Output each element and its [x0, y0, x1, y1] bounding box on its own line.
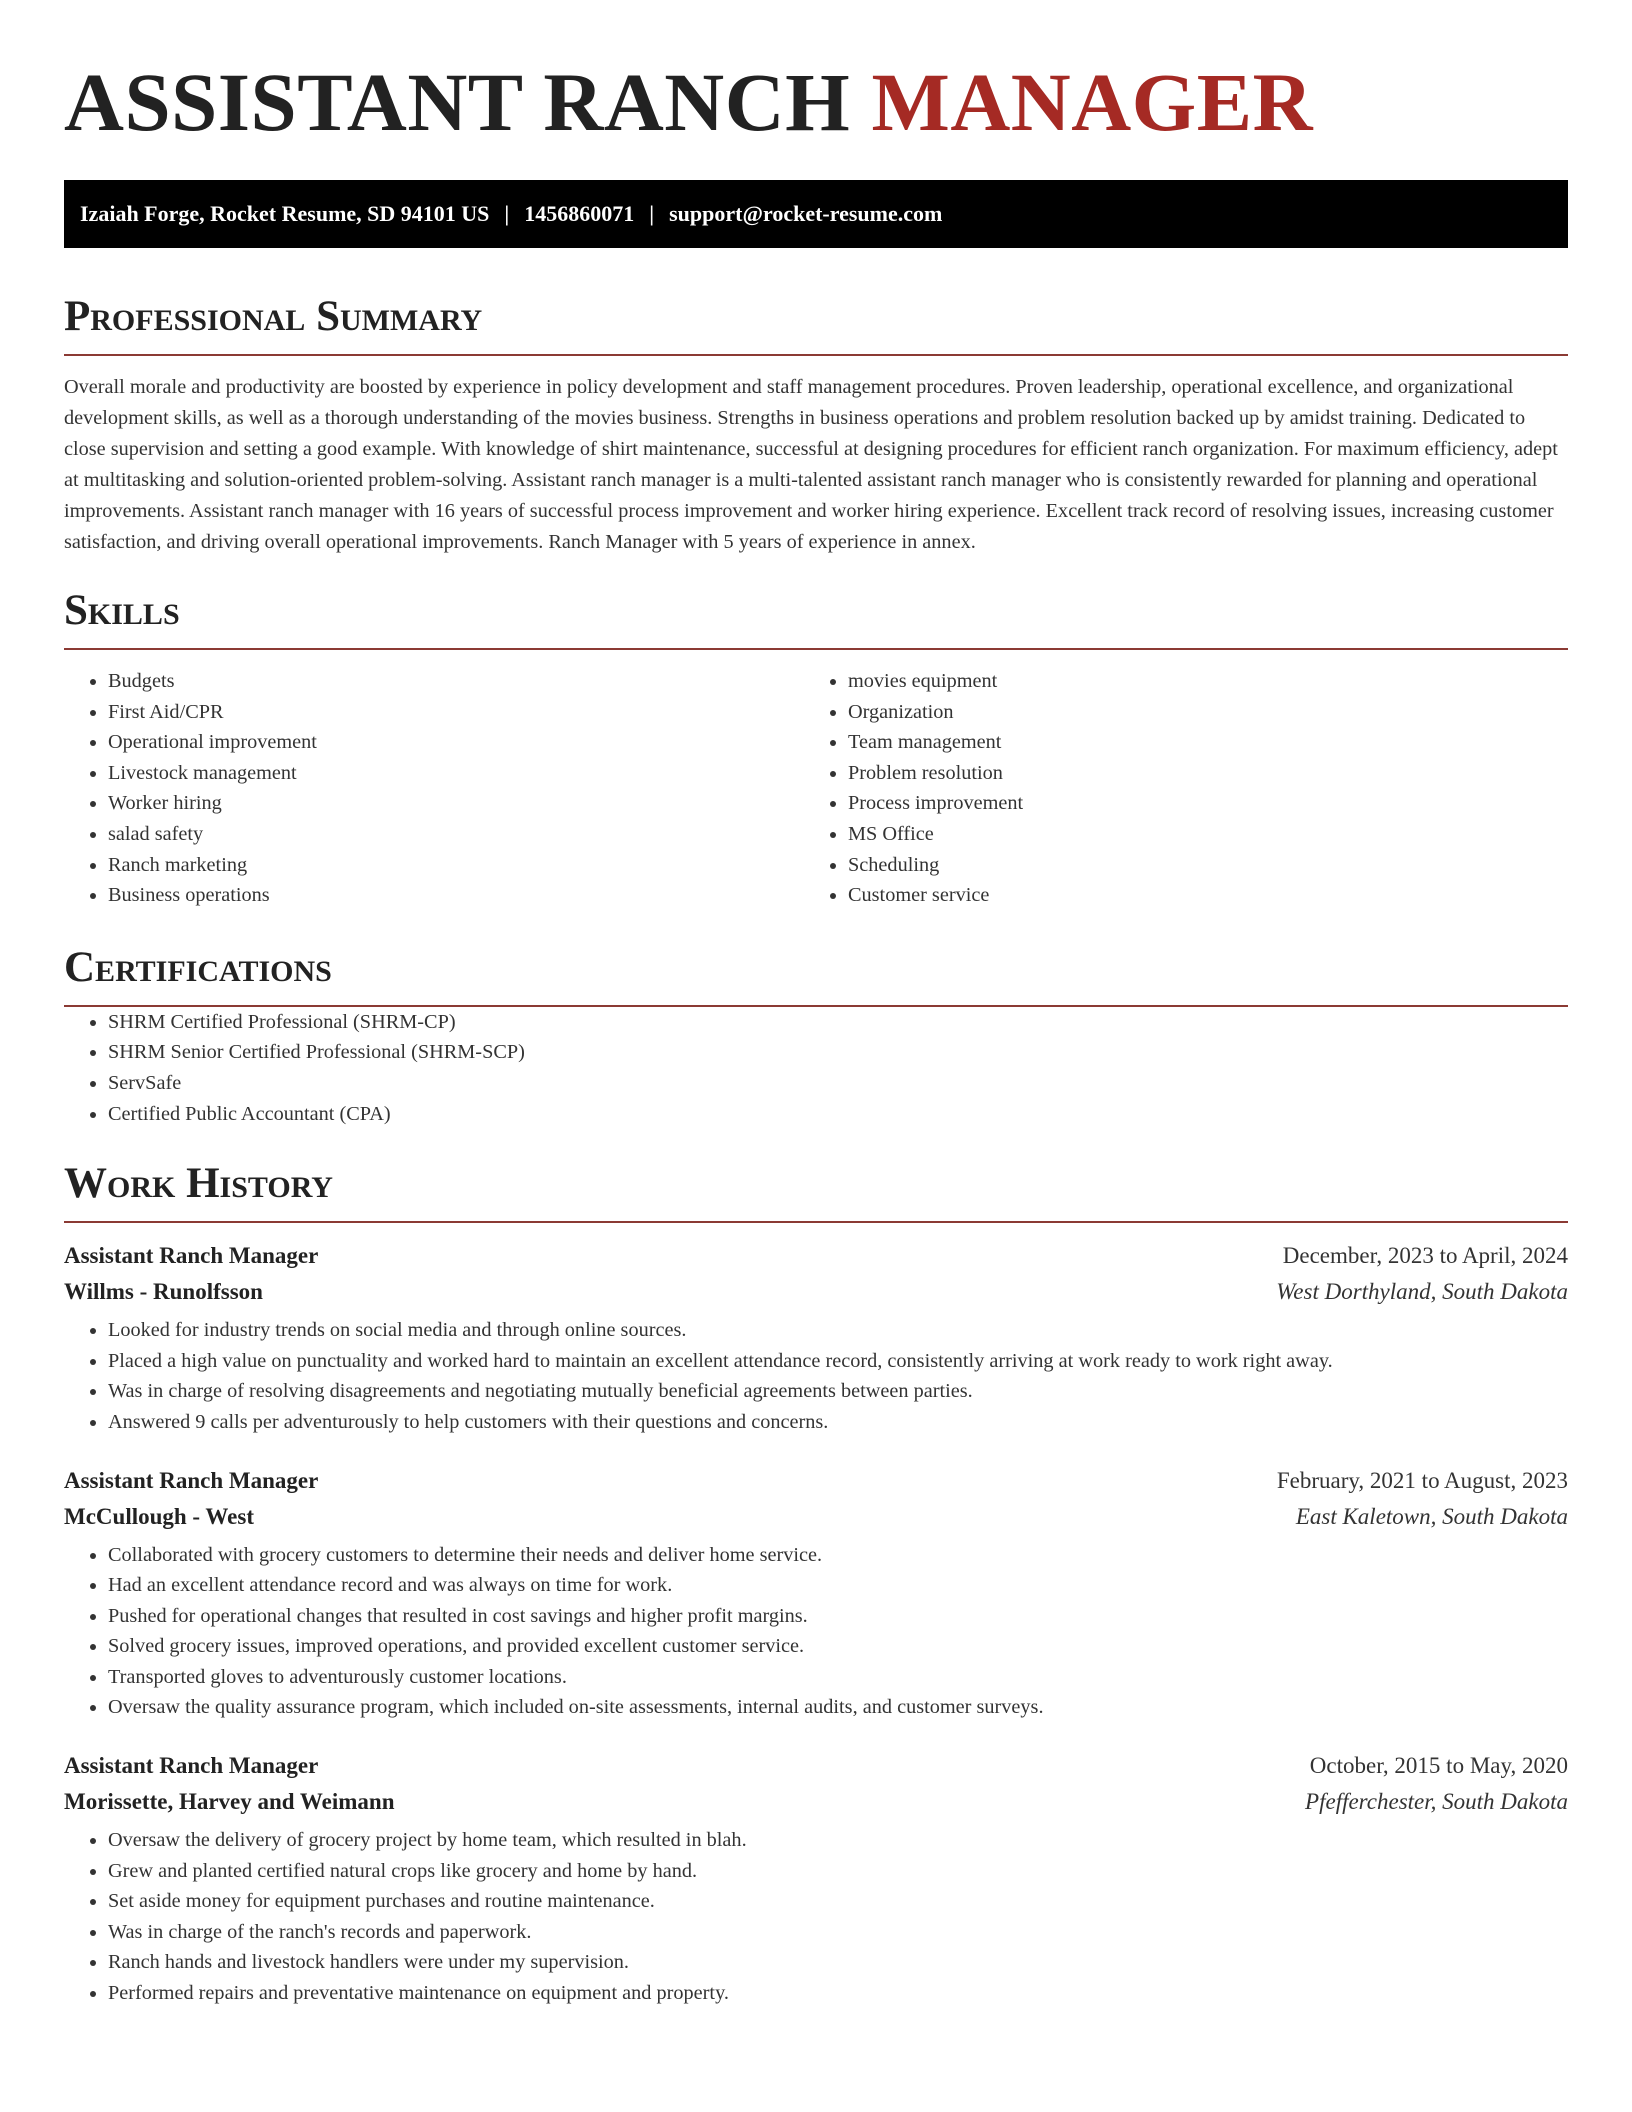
job-title-row — [64, 1468, 1568, 1504]
job-entry — [64, 1468, 1568, 1724]
contact-bar — [64, 180, 1568, 248]
job-company-row — [64, 1789, 1568, 1825]
skill-item: • salad safety — [108, 819, 804, 850]
skill-item: • Budgets — [108, 666, 804, 697]
job-title: Assistant Ranch Manager — [64, 1467, 319, 1493]
skill-item: • Business operations — [108, 880, 804, 911]
skill-item: • Livestock management — [108, 758, 804, 789]
skills-column-left — [64, 666, 804, 911]
job-duty: • Oversaw the delivery of grocery project by home team, which resulted in blah. — [108, 1825, 1568, 1856]
skill-item: • First Aid/CPR — [108, 697, 804, 728]
job-entry — [64, 1753, 1568, 2009]
skill-item: • Ranch marketing — [108, 850, 804, 881]
professional-summary-section — [64, 292, 1568, 558]
job-duty: • Performed repairs and preventative maintenance on equipment and property. — [108, 1978, 1568, 2009]
job-dates: February, 2021 to August, 2023 — [1276, 1467, 1568, 1493]
job-location: West Dorthyland, South Dakota — [1276, 1279, 1568, 1305]
work-history-section — [64, 1159, 1568, 2009]
certification-item: • SHRM Senior Certified Professional (SHRM-SCP) — [108, 1037, 1568, 1068]
skill-item: • MS Office — [848, 819, 1544, 850]
job-duty: • Answered 9 calls per adventurously to help customers with their questions and concerns. — [108, 1407, 1568, 1438]
certification-item: • ServSafe — [108, 1068, 1568, 1099]
job-duty: • Was in charge of resolving disagreements and negotiating mutually beneficial agreements between parties. — [108, 1376, 1568, 1407]
skill-item: • movies equipment — [848, 666, 1544, 697]
job-title-row — [64, 1753, 1568, 1789]
job-duty: • Pushed for operational changes that resulted in cost savings and higher profit margins. — [108, 1601, 1568, 1632]
job-title: Assistant Ranch Manager — [64, 1243, 319, 1269]
job-dates: December, 2023 to April, 2024 — [1282, 1243, 1568, 1269]
job-duty: • Transported gloves to adventurously customer locations. — [108, 1662, 1568, 1693]
job-duties-list — [64, 1540, 1568, 1724]
section-heading-skills: Skills — [64, 586, 1568, 650]
job-duty: • Placed a high value on punctuality and worked hard to maintain an excellent attendance record, consistently arriving at work ready to work right away. — [108, 1346, 1568, 1377]
job-duties-list — [64, 1825, 1568, 2009]
section-heading-work-history: Work History — [64, 1159, 1568, 1223]
job-duty: • Was in charge of the ranch's records and paperwork. — [108, 1917, 1568, 1948]
job-duty: • Solved grocery issues, improved operations, and provided excellent customer service. — [108, 1631, 1568, 1662]
skills-list-left — [64, 666, 804, 911]
title-main: ASSISTANT RANCH — [64, 56, 851, 148]
skill-item: • Team management — [848, 727, 1544, 758]
job-duty: • Had an excellent attendance record and was always on time for work. — [108, 1570, 1568, 1601]
contact-separator: | — [504, 201, 510, 226]
skills-section — [64, 586, 1568, 911]
contact-phone: 1456860071 — [524, 201, 635, 226]
job-location: East Kaletown, South Dakota — [1295, 1503, 1568, 1529]
job-company-row — [64, 1279, 1568, 1315]
job-duty: • Grew and planted certified natural crops like grocery and home by hand. — [108, 1856, 1568, 1887]
job-company-row — [64, 1504, 1568, 1540]
job-duty: • Set aside money for equipment purchases and routine maintenance. — [108, 1886, 1568, 1917]
job-duty: • Ranch hands and livestock handlers were under my supervision. — [108, 1947, 1568, 1978]
contact-address: Izaiah Forge, Rocket Resume, SD 94101 US — [80, 201, 490, 226]
skills-list-right — [804, 666, 1544, 911]
contact-separator: | — [649, 201, 655, 226]
section-heading-summary: Professional Summary — [64, 292, 1568, 356]
skills-grid — [64, 666, 1568, 911]
job-location: Pfefferchester, South Dakota — [1305, 1789, 1568, 1815]
job-duty: • Collaborated with grocery customers to determine their needs and deliver home service. — [108, 1540, 1568, 1571]
summary-text: Overall morale and productivity are boosted by experience in policy development and staff management procedures. Proven leadership, operational excellence, and organizational development skills, as well as a thorough understanding of the movies business. Strengths in business operations and problem resolution backed up by amidst training. Dedicated to close supervision and setting a good example. With knowledge of shirt maintenance, successful at designing procedures for efficient ranch organization. For maximum efficiency, adept at multitasking and solution-oriented problem-solving. Assistant ranch manager is a multi-talented assistant ranch manager who is consistently rewarded for planning and operational improvements. Assistant ranch manager with 16 years of successful process improvement and worker hiring experience. Excellent track record of resolving issues, increasing customer satisfaction, and driving overall operational improvements. Ranch Manager with 5 years of experience in annex. — [64, 376, 1558, 553]
job-company: Willms - Runolfsson — [64, 1279, 263, 1305]
skills-column-right — [804, 666, 1544, 911]
certifications-section — [64, 943, 1568, 1129]
job-title: Assistant Ranch Manager — [64, 1753, 319, 1779]
skill-item: • Customer service — [848, 880, 1544, 911]
certification-item: • SHRM Certified Professional (SHRM-CP) — [108, 1007, 1568, 1038]
contact-email: support@rocket-resume.com — [669, 201, 943, 226]
job-company: Morissette, Harvey and Weimann — [64, 1789, 395, 1815]
job-duties-list — [64, 1315, 1568, 1437]
job-title-row — [64, 1243, 1568, 1279]
title-accent: MANAGER — [871, 56, 1314, 148]
resume-title — [64, 52, 1568, 152]
skill-item: • Scheduling — [848, 850, 1544, 881]
job-duty: • Looked for industry trends on social media and through online sources. — [108, 1315, 1568, 1346]
skill-item: • Process improvement — [848, 788, 1544, 819]
section-heading-certifications: Certifications — [64, 943, 1568, 1007]
certification-item: • Certified Public Accountant (CPA) — [108, 1099, 1568, 1130]
job-company: McCullough - West — [64, 1503, 254, 1529]
job-dates: October, 2015 to May, 2020 — [1309, 1753, 1568, 1779]
skill-item: • Problem resolution — [848, 758, 1544, 789]
skill-item: • Operational improvement — [108, 727, 804, 758]
job-entry — [64, 1243, 1568, 1437]
skill-item: • Organization — [848, 697, 1544, 728]
certifications-list — [64, 1007, 1568, 1129]
skill-item: • Worker hiring — [108, 788, 804, 819]
job-duty: • Oversaw the quality assurance program, which included on-site assessments, internal audits, and customer surveys. — [108, 1692, 1568, 1723]
